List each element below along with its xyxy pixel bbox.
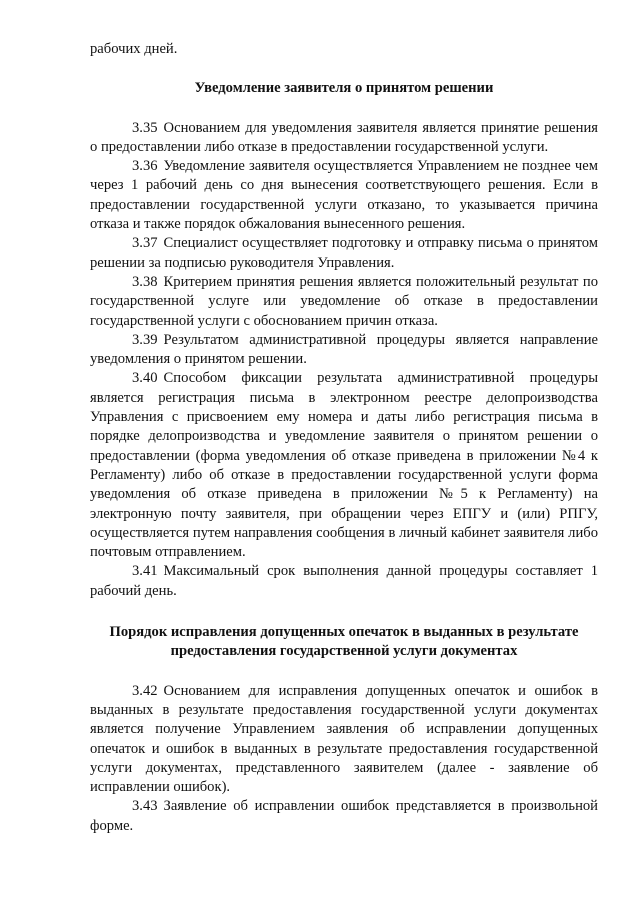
section-notification-body bbox=[90, 119, 598, 601]
paragraph-3-38 bbox=[90, 273, 598, 331]
paragraph-3-35 bbox=[90, 119, 598, 158]
paragraph-number: 3.41 bbox=[132, 563, 158, 580]
paragraph-3-41 bbox=[90, 562, 598, 601]
paragraph-number: 3.42 bbox=[132, 682, 158, 699]
section-heading-corrections bbox=[90, 623, 598, 662]
paragraph-text: Уведомление заявителя осуществляется Управлением не позднее чем через 1 рабочий день со дня вынесения соответствующего решения. Если в предоставлении государственной услуги отказано, то указывается причина отказа и также порядок обжалования вынесенного решения. bbox=[90, 158, 598, 233]
paragraph-text: Результатом административной процедуры является направление уведомления о принятом решении. bbox=[90, 331, 598, 368]
paragraph-3-36 bbox=[90, 157, 598, 234]
paragraph-3-37 bbox=[90, 234, 598, 273]
continuation-text: рабочих дней. bbox=[90, 41, 178, 57]
paragraph-text: Критерием принятия решения является положительный результат по государственной услуге или уведомление об отказе в предоставлении государственной услуги с обоснованием причин отказа. bbox=[90, 273, 598, 329]
paragraph-3-40 bbox=[90, 369, 598, 562]
paragraph-3-43 bbox=[90, 797, 598, 836]
paragraph-text: Способом фиксации результата административной процедуры является регистрация письма в электронном реестре делопроизводства Управления с присвоением ему номера и даты либо регистрация письма в порядке делопроизводства и уведомление заявителя о принятом решении о предоставлении (форма уведомления об отказе приведена в приложении №4 к Регламенту) либо об отказе в предоставлении государственной услуги форма уведомления об отказе приведена в приложении №5 к Регламенту) на электронную почту заявителя, при обращении через ЕПГУ и (или) РПГУ, осуществляется путем направления сообщения в личный кабинет заявителя либо почтовым отправлением. bbox=[90, 370, 598, 561]
paragraph-number: 3.39 bbox=[132, 331, 158, 348]
heading-line: предоставления государственной услуги документах bbox=[170, 643, 518, 660]
paragraph-number: 3.38 bbox=[132, 273, 158, 290]
paragraph-number: 3.35 bbox=[132, 119, 158, 136]
section-heading-notification: Уведомление заявителя о принятом решении bbox=[194, 80, 494, 97]
paragraph-text: Специалист осуществляет подготовку и отправку письма о принятом решении за подписью руководителя Управления. bbox=[90, 235, 598, 271]
paragraph-number: 3.36 bbox=[132, 158, 158, 175]
paragraph-3-42 bbox=[90, 682, 598, 798]
section-corrections-body bbox=[90, 682, 598, 836]
paragraph-number: 3.40 bbox=[132, 370, 158, 387]
paragraph-text: Максимальный срок выполнения данной процедуры составляет 1 рабочий день. bbox=[90, 563, 598, 599]
paragraph-text: Основанием для уведомления заявителя является принятие решения о предоставлении либо отказе в предоставлении государственной услуги. bbox=[90, 119, 598, 155]
paragraph-number: 3.37 bbox=[132, 235, 158, 252]
paragraph-number: 3.43 bbox=[132, 798, 158, 815]
paragraph-3-39 bbox=[90, 331, 598, 370]
paragraph-text: Основанием для исправления допущенных опечаток и ошибок в выданных в результате предоставления государственной услуги документах является получение Управлением заявления об исправлении допущенных опечаток и ошибок в выданных в результате предоставления государственной услуги документах, представленного заявителем (далее - заявление об исправлении ошибок). bbox=[90, 682, 598, 796]
heading-line: Порядок исправления допущенных опечаток в выданных в результате bbox=[109, 624, 579, 641]
paragraph-text: Заявление об исправлении ошибок представляется в произвольной форме. bbox=[90, 798, 598, 834]
